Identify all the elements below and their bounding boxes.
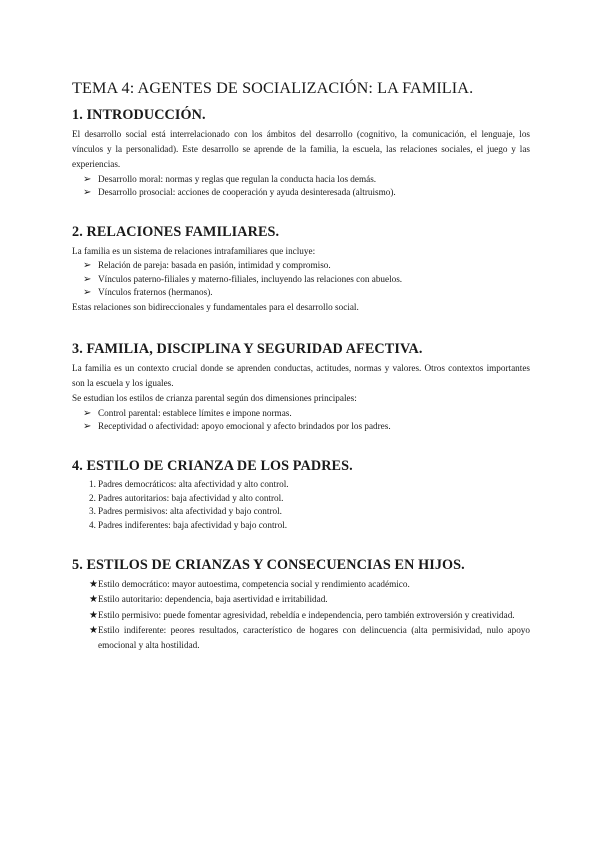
list-item	[72, 577, 530, 592]
list-item	[72, 173, 530, 187]
list-item	[72, 259, 530, 273]
arrow-bullet-icon: ➢	[83, 273, 92, 285]
list-number: 2.	[89, 492, 96, 503]
list-item-text: Estilo autoritario: dependencia, baja asertividad e irritabilidad.	[98, 594, 328, 605]
list-item	[72, 623, 530, 654]
section-estilo-crianza	[72, 458, 530, 532]
list-item-text: Desarrollo moral: normas y reglas que regulan la conducta hacia los demás.	[98, 173, 377, 184]
list-item-text: Control parental: establece límites e impone normas.	[98, 407, 292, 418]
list-item	[72, 519, 530, 533]
list-item-text: Desarrollo prosocial: acciones de cooperación y ayuda desinteresada (altruismo).	[98, 187, 396, 198]
section-heading: 5. ESTILOS DE CRIANZAS Y CONSECUENCIAS EN HIJOS.	[72, 557, 465, 573]
arrow-bullet-icon: ➢	[83, 287, 92, 299]
list-number: 1.	[89, 479, 96, 489]
list-item	[72, 478, 530, 492]
list-item	[72, 407, 530, 421]
bullet-list	[72, 173, 530, 200]
list-item	[72, 492, 530, 506]
list-item	[72, 186, 530, 200]
section-paragraph: El desarrollo social está interrelacionado con los ámbitos del desarrollo (cognitivo, la comunicación, el lenguaje, los vínculos y la personalidad). Este desarrollo se aprende de la familia, la escuela, las relaciones sociales, el juego y las experiencias.	[72, 129, 530, 170]
section-paragraph-2: Se estudian los estilos de crianza parental según dos dimensiones principales:	[72, 393, 357, 404]
list-item	[72, 505, 530, 519]
section-heading: 3. FAMILIA, DISCIPLINA Y SEGURIDAD AFECTIVA.	[72, 341, 423, 357]
list-item-text: Vínculos fraternos (hermanos).	[98, 287, 213, 298]
bullet-list	[72, 407, 530, 434]
section-familia-disciplina	[72, 341, 530, 434]
list-item-text: Estilo indiferente: peores resultados, característico de hogares con delincuencia (alta permisividad, nulo apoyo emocional y alta hostilidad.	[98, 624, 530, 651]
arrow-bullet-icon: ➢	[83, 187, 92, 199]
list-number: 4.	[89, 519, 96, 530]
star-bullet-icon: ★	[89, 579, 98, 590]
list-number: 3.	[89, 506, 96, 516]
section-estilos-consecuencias	[72, 557, 530, 653]
list-item-text: Padres indiferentes: baja afectividad y bajo control.	[98, 519, 288, 530]
list-item-text: Padres autoritarios: baja afectividad y alto control.	[98, 492, 284, 503]
section-relaciones-familiares	[72, 224, 530, 315]
bullet-list	[72, 259, 530, 300]
list-item-text: Receptividad o afectividad: apoyo emocional y afecto brindados por los padres.	[98, 421, 391, 432]
list-item	[72, 420, 530, 434]
list-item-text: Relación de pareja: basada en pasión, intimidad y compromiso.	[98, 260, 331, 271]
page-title: TEMA 4: AGENTES DE SOCIALIZACIÓN: LA FAMILIA.	[72, 79, 474, 97]
arrow-bullet-icon: ➢	[83, 421, 92, 433]
list-item	[72, 286, 530, 300]
section-closing: Estas relaciones son bidireccionales y fundamentales para el desarrollo social.	[72, 301, 359, 312]
arrow-bullet-icon: ➢	[83, 407, 92, 419]
star-bullet-icon: ★	[89, 624, 98, 636]
star-list	[72, 577, 530, 653]
list-item-text: Padres permisivos: alta afectividad y bajo control.	[98, 506, 282, 516]
arrow-bullet-icon: ➢	[83, 173, 92, 185]
list-item-text: Padres democráticos: alta afectividad y alto control.	[98, 479, 289, 489]
section-heading: 1. INTRODUCCIÓN.	[72, 107, 206, 123]
section-heading: 4. ESTILO DE CRIANZA DE LOS PADRES.	[72, 458, 353, 474]
section-paragraph: La familia es un contexto crucial donde se aprenden conductas, actitudes, normas y valores. Otros contextos importantes son la escuela y los iguales.	[72, 363, 530, 389]
list-item-text: Estilo permisivo: puede fomentar agresividad, rebeldía e independencia, pero también extroversión y creatividad.	[98, 609, 515, 620]
arrow-bullet-icon: ➢	[83, 260, 92, 272]
section-paragraph: La familia es un sistema de relaciones intrafamiliares que incluye:	[72, 246, 316, 256]
star-bullet-icon: ★	[89, 609, 98, 621]
section-heading: 2. RELACIONES FAMILIARES.	[72, 224, 280, 240]
list-item	[72, 592, 530, 607]
list-item-text: Vínculos paterno-filiales y materno-filiales, incluyendo las relaciones con abuelos.	[98, 273, 403, 284]
list-item	[72, 273, 530, 287]
star-bullet-icon: ★	[89, 594, 98, 606]
list-item	[72, 608, 530, 623]
numbered-list	[72, 478, 530, 532]
list-item-text: Estilo democrático: mayor autoestima, competencia social y rendimiento académico.	[98, 579, 410, 589]
section-introduccion	[72, 107, 530, 200]
